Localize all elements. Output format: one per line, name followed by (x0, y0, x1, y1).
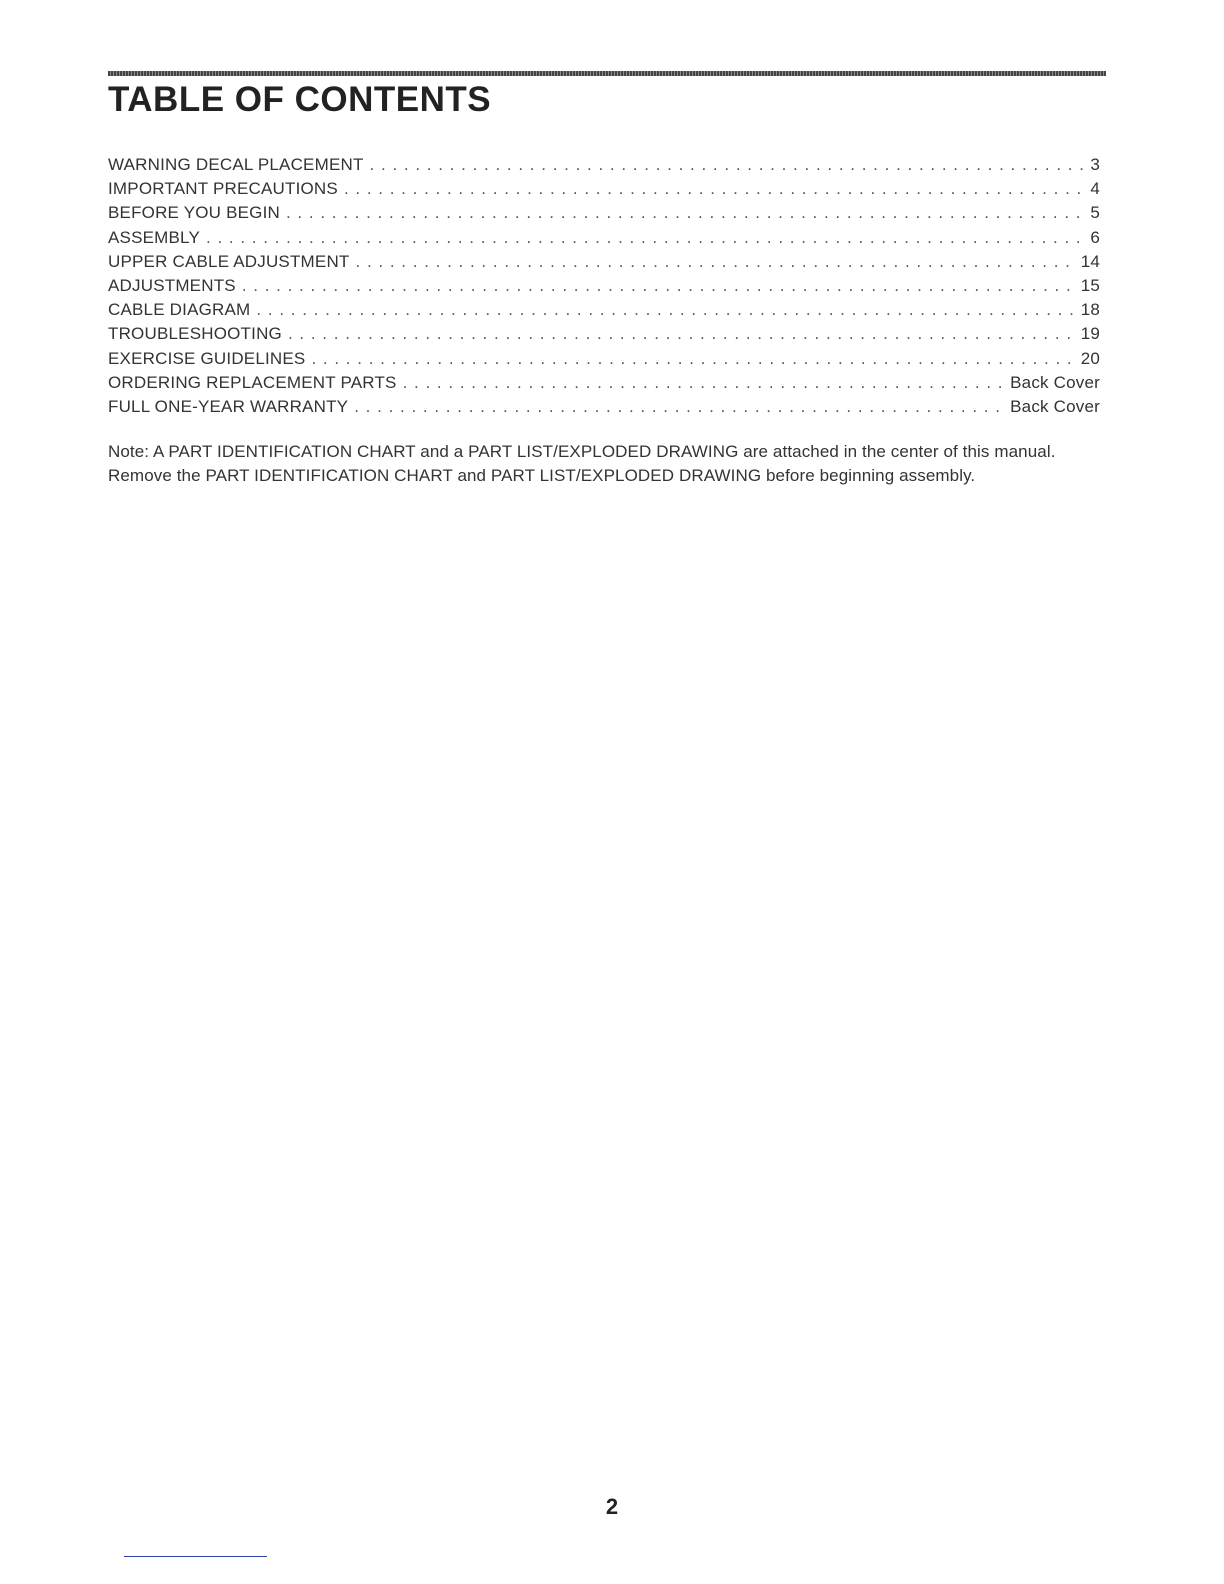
toc-entry (108, 250, 1100, 274)
toc-leader-dots (311, 347, 1076, 371)
toc-entry-page: 15 (1080, 275, 1100, 295)
toc-entry-page: Back Cover (1010, 396, 1100, 416)
toc-entry-page: 6 (1090, 227, 1100, 247)
toc-entry (108, 298, 1100, 322)
top-rule (108, 71, 1106, 76)
toc-entry-title: BEFORE YOU BEGIN (108, 203, 280, 223)
toc-entry-title: ASSEMBLY (108, 227, 200, 247)
toc-leader-dots (288, 322, 1077, 346)
toc-leader-dots (344, 177, 1086, 201)
toc-entry-title: TROUBLESHOOTING (108, 324, 282, 344)
toc-entry-title: CABLE DIAGRAM (108, 300, 251, 320)
toc-entry-page: 5 (1090, 203, 1100, 223)
page-title: TABLE OF CONTENTS (108, 80, 492, 119)
toc-entry-title: WARNING DECAL PLACEMENT (108, 155, 364, 174)
toc-leader-dots (206, 226, 1086, 250)
toc-entry-title: EXERCISE GUIDELINES (108, 348, 306, 368)
toc-leader-dots (403, 371, 1007, 395)
toc-entry-page: 18 (1080, 300, 1100, 320)
toc-leader-dots (356, 250, 1077, 274)
toc-entry (108, 274, 1100, 298)
toc-entry (108, 395, 1100, 419)
toc-entry (108, 153, 1100, 177)
toc-entry (108, 177, 1100, 201)
toc-entry-title: UPPER CABLE ADJUSTMENT (108, 251, 350, 271)
toc-entry-title: FULL ONE-YEAR WARRANTY (108, 396, 349, 416)
toc-entry (108, 371, 1100, 395)
toc-entry-title: IMPORTANT PRECAUTIONS (108, 179, 338, 199)
toc-entry-page: Back Cover (1010, 372, 1100, 392)
toc-entry-page: 14 (1080, 251, 1100, 271)
toc-entry (108, 201, 1100, 225)
table-of-contents (108, 153, 1100, 419)
toc-entry (108, 226, 1100, 250)
toc-entry-title: ADJUSTMENTS (108, 275, 236, 295)
page-number: 2 (605, 1494, 619, 1519)
toc-entry-page: 4 (1090, 179, 1100, 199)
assembly-note: Note: A PART IDENTIFICATION CHART and a PART LIST/EXPLODED DRAWING are attached in the center of this manual. Remove the PART IDENTIFICATION CHART and PART LIST/EXPLODED DRAWING before beginning assembly. (108, 442, 1056, 485)
toc-entry-page: 20 (1080, 348, 1100, 368)
toc-entry-page: 3 (1090, 155, 1100, 174)
bottom-rule (124, 1556, 267, 1557)
toc-leader-dots (354, 395, 1006, 419)
toc-leader-dots (242, 274, 1077, 298)
toc-entry (108, 322, 1100, 346)
toc-entry-page: 19 (1080, 324, 1100, 344)
toc-entry-title: ORDERING REPLACEMENT PARTS (108, 372, 397, 392)
toc-entry (108, 347, 1100, 371)
toc-leader-dots (256, 298, 1076, 322)
toc-leader-dots (286, 201, 1086, 225)
toc-leader-dots (370, 153, 1087, 177)
